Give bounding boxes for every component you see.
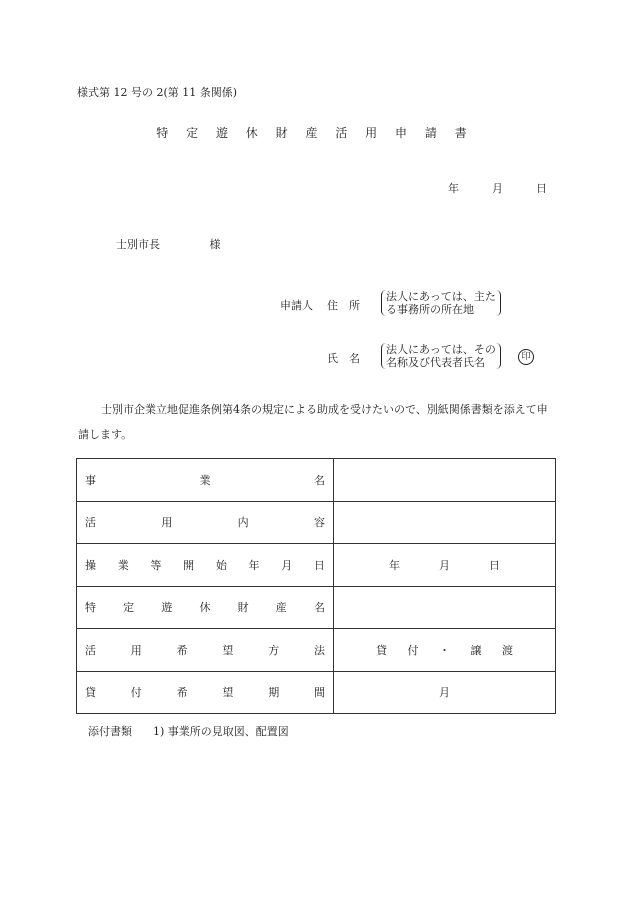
application-statement: 士別市企業立地促進条例第4条の規定による助成を受けたいので、別紙関係書類を添えて申請します。: [78, 403, 548, 441]
start-date-field[interactable]: 年 月 日: [334, 544, 556, 587]
title-char: 財: [275, 126, 295, 140]
title-char: 休: [245, 126, 265, 140]
usage-method-field[interactable]: 貸 付 ・ 譲 渡: [334, 629, 556, 672]
row-label-usage-content: 活 用 内 容: [77, 501, 334, 544]
usage-content-field[interactable]: [334, 501, 556, 544]
attachment-item-text: 事業所の見取図、配置図: [167, 725, 289, 738]
row-label-property-name: 特 定 遊 休 財 産 名: [77, 586, 334, 629]
property-name-field[interactable]: [334, 586, 556, 629]
row-label-start-date: 操 業 等 開 始 年 月 日: [77, 544, 334, 587]
title-char: 遊: [215, 126, 235, 140]
loan-period-field[interactable]: 月: [334, 671, 556, 714]
row-label-loan-period: 貸 付 希 望 期 間: [77, 671, 334, 714]
attachment-item-number: 1): [153, 725, 165, 738]
business-name-field[interactable]: [334, 459, 556, 502]
row-label-business-name: 事 業 名: [77, 459, 334, 502]
address-label: 住 所: [327, 299, 360, 312]
title-char: 活: [335, 126, 355, 140]
title-char: 用: [365, 126, 385, 140]
name-note: 法人にあっては、その 名称及び代表者氏名: [381, 343, 501, 369]
recipient-honorific: 様: [209, 238, 221, 251]
title-char: 申: [395, 126, 415, 140]
title-char: 書: [454, 126, 474, 140]
date-day: 日: [536, 182, 547, 195]
table-row: [77, 544, 556, 587]
name-label: 氏 名: [327, 352, 360, 365]
row-label-usage-method: 活 用 希 望 方 法: [77, 629, 334, 672]
title-char: 定: [186, 126, 206, 140]
form-number: 様式第 12 号の 2(第 11 条関係): [77, 86, 238, 99]
attachments: [88, 723, 289, 739]
address-note: 法人にあっては、主た る事務所の所在地: [381, 290, 501, 316]
recipient: [116, 236, 221, 252]
title-char: 特: [156, 126, 176, 140]
submission-date: [448, 180, 547, 196]
title-char: 産: [305, 126, 325, 140]
seal-icon: 印: [518, 349, 534, 365]
date-year: 年: [448, 182, 459, 195]
recipient-name: 士別市長: [116, 238, 160, 251]
date-month: 月: [492, 182, 503, 195]
application-table: [76, 458, 556, 714]
applicant-role-label: 申請人: [280, 299, 313, 312]
document-title: [0, 124, 630, 141]
table-row: [77, 586, 556, 629]
table-row: [77, 501, 556, 544]
table-row: [77, 671, 556, 714]
table-row: [77, 629, 556, 672]
table-row: [77, 459, 556, 502]
attachments-label: 添付書類: [88, 725, 132, 738]
title-char: 請: [424, 126, 444, 140]
